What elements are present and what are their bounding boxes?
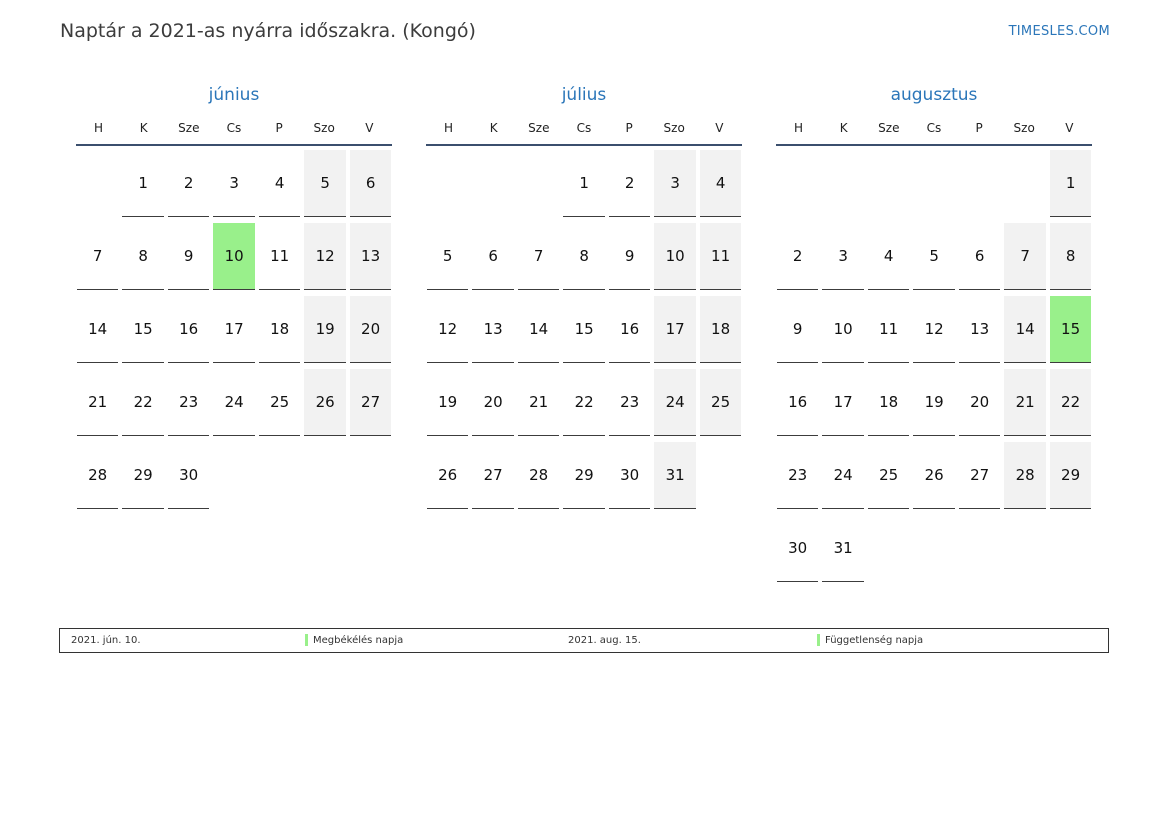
weekday-label: Szo [663,121,685,135]
empty-day-cell [427,150,468,217]
day-cell: 13 [472,296,513,363]
empty-day-cell [777,150,818,217]
day-cell: 7 [77,223,118,290]
weekday-header [426,113,742,146]
day-cell: 11 [700,223,741,290]
day-cell: 21 [77,369,118,436]
weekday-label: Cs [926,121,942,135]
day-cell: 19 [304,296,345,363]
day-cell: 31 [654,442,695,509]
day-cell: 4 [259,150,300,217]
legend-holiday-name: Megbékélés napja [313,635,404,646]
weekday-label: K [139,121,148,135]
weekday-label: P [975,121,983,135]
day-cell: 11 [259,223,300,290]
day-cell: 25 [700,369,741,436]
day-cell: 22 [563,369,604,436]
day-cell: 12 [427,296,468,363]
day-cell: 21 [1004,369,1045,436]
weekday-label: H [94,121,104,135]
holiday-legend [59,628,1109,653]
day-cell: 29 [122,442,163,509]
day-cell: 16 [609,296,650,363]
brand-link[interactable]: TIMESLES.COM [1008,24,1110,39]
weekday-label: V [1065,121,1074,135]
day-cell: 27 [959,442,1000,509]
day-cell: 24 [822,442,863,509]
day-cell: 28 [77,442,118,509]
day-cell: 1 [1050,150,1091,217]
day-cell: 23 [168,369,209,436]
day-grid [776,150,1092,582]
day-cell: 27 [472,442,513,509]
empty-day-cell [959,150,1000,217]
legend-holiday-name: Függetlenség napja [825,635,924,646]
day-cell: 30 [777,515,818,582]
day-cell: 20 [959,369,1000,436]
day-cell: 7 [518,223,559,290]
weekday-label: V [715,121,724,135]
day-cell: 6 [959,223,1000,290]
day-cell: 26 [304,369,345,436]
day-cell: 24 [213,369,254,436]
holiday-color-marker [305,634,308,646]
day-cell: 18 [868,369,909,436]
day-cell: 10 [654,223,695,290]
weekday-label: K [839,121,848,135]
day-cell: 28 [518,442,559,509]
day-cell: 9 [168,223,209,290]
day-cell: 17 [654,296,695,363]
day-cell: 23 [777,442,818,509]
day-cell: 25 [259,369,300,436]
day-cell: 6 [350,150,391,217]
day-cell: 30 [168,442,209,509]
weekday-label: Szo [1013,121,1035,135]
month-june [76,80,392,509]
weekday-label: Cs [226,121,242,135]
day-cell: 14 [518,296,559,363]
holiday-color-marker [817,634,820,646]
weekday-header [776,113,1092,146]
day-cell: 9 [609,223,650,290]
day-cell: 18 [259,296,300,363]
day-cell: 14 [1004,296,1045,363]
day-cell: 30 [609,442,650,509]
empty-day-cell [518,150,559,217]
weekday-label: H [444,121,454,135]
day-cell: 20 [350,296,391,363]
day-cell: 12 [913,296,954,363]
day-cell: 26 [427,442,468,509]
day-cell: 19 [913,369,954,436]
day-cell: 11 [868,296,909,363]
day-cell: 14 [77,296,118,363]
day-cell: 19 [427,369,468,436]
day-cell: 28 [1004,442,1045,509]
month-july [426,80,742,509]
day-cell: 17 [822,369,863,436]
day-cell: 1 [563,150,604,217]
day-cell: 20 [472,369,513,436]
day-cell: 2 [777,223,818,290]
month-august [776,80,1092,582]
empty-day-cell [868,150,909,217]
day-cell: 12 [304,223,345,290]
day-cell: 8 [1050,223,1091,290]
day-cell: 18 [700,296,741,363]
weekday-label: V [365,121,374,135]
weekday-label: K [489,121,498,135]
day-cell: 3 [654,150,695,217]
day-grid [76,150,392,509]
day-cell: 22 [1050,369,1091,436]
day-cell: 5 [304,150,345,217]
month-title: június [208,85,260,105]
day-cell: 22 [122,369,163,436]
weekday-label: Szo [313,121,335,135]
holiday-day-cell: 10 [213,223,254,290]
month-title: július [561,85,607,105]
weekday-label: Cs [576,121,592,135]
weekday-label: H [794,121,804,135]
day-cell: 6 [472,223,513,290]
legend-date: 2021. jún. 10. [71,635,141,646]
day-cell: 29 [1050,442,1091,509]
day-cell: 31 [822,515,863,582]
weekday-header [76,113,392,146]
weekday-label: P [625,121,633,135]
day-cell: 2 [609,150,650,217]
legend-date: 2021. aug. 15. [568,635,641,646]
day-cell: 16 [777,369,818,436]
day-cell: 29 [563,442,604,509]
day-cell: 13 [959,296,1000,363]
empty-day-cell [472,150,513,217]
day-cell: 9 [777,296,818,363]
day-cell: 25 [868,442,909,509]
month-title: augusztus [890,85,978,105]
day-cell: 26 [913,442,954,509]
day-grid [426,150,742,509]
day-cell: 1 [122,150,163,217]
weekday-label: P [275,121,283,135]
weekday-label: Sze [528,121,550,135]
empty-day-cell [1004,150,1045,217]
day-cell: 8 [122,223,163,290]
day-cell: 17 [213,296,254,363]
holiday-day-cell: 15 [1050,296,1091,363]
day-cell: 23 [609,369,650,436]
day-cell: 10 [822,296,863,363]
day-cell: 15 [563,296,604,363]
day-cell: 2 [168,150,209,217]
weekday-label: Sze [178,121,200,135]
day-cell: 3 [213,150,254,217]
empty-day-cell [913,150,954,217]
page-title: Naptár a 2021-as nyárra időszakra. (Kongó) [60,20,476,42]
day-cell: 13 [350,223,391,290]
weekday-label: Sze [878,121,900,135]
day-cell: 16 [168,296,209,363]
day-cell: 27 [350,369,391,436]
day-cell: 7 [1004,223,1045,290]
day-cell: 3 [822,223,863,290]
day-cell: 8 [563,223,604,290]
day-cell: 5 [913,223,954,290]
day-cell: 4 [700,150,741,217]
empty-day-cell [822,150,863,217]
day-cell: 21 [518,369,559,436]
day-cell: 24 [654,369,695,436]
empty-day-cell [77,150,118,217]
day-cell: 5 [427,223,468,290]
day-cell: 4 [868,223,909,290]
day-cell: 15 [122,296,163,363]
